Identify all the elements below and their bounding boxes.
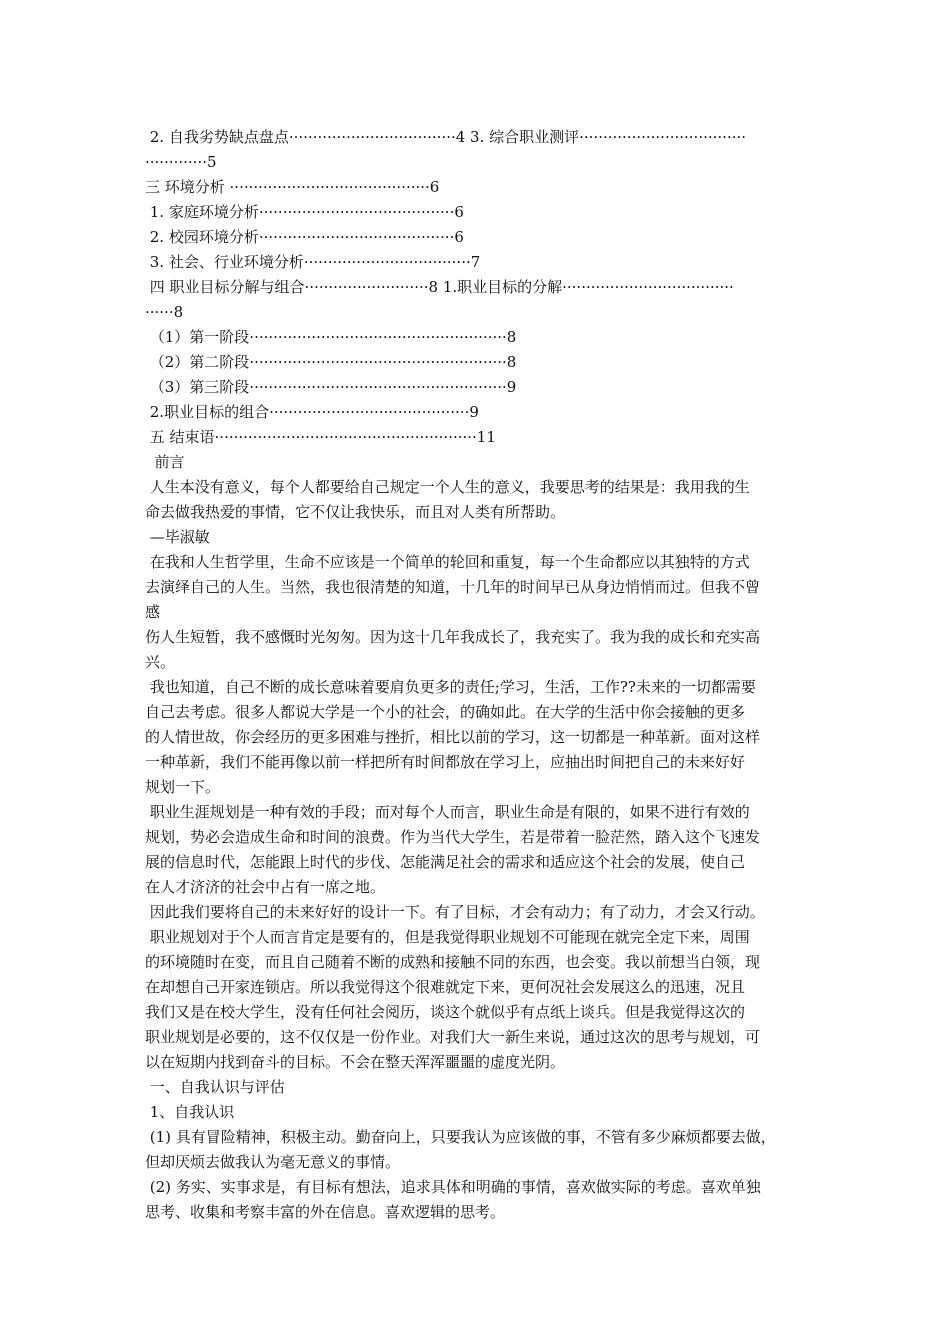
toc-line: （2）第二阶段······················································8 bbox=[145, 353, 517, 371]
table-of-contents bbox=[145, 125, 813, 450]
toc-line: 三 环境分析 ··········································6 bbox=[145, 178, 440, 196]
heading-preface: 前言 bbox=[145, 453, 185, 471]
text-line: 职业规划是必要的，这不仅仅是一份作业。对我们大一新生来说，通过这次的思考与规划，可 bbox=[145, 1028, 761, 1046]
text-line: 的人情世故，你会经历的更多困难与挫折，相比以前的学习，这一切都是一种革新。面对这样 bbox=[145, 728, 761, 746]
quote-attribution: —毕淑敏 bbox=[145, 528, 210, 546]
document-body bbox=[145, 125, 813, 1225]
text-line: 在人才济济的社会中占有一席之地。 bbox=[145, 878, 386, 896]
text-line: 规划，势必会造成生命和时间的浪费。作为当代大学生，若是带着一脸茫然，踏入这个飞速发 bbox=[145, 828, 761, 846]
text-line: 规划一下。 bbox=[145, 778, 221, 796]
text-line: 去演绎自己的人生。当然，我也很清楚的知道，十几年的时间早已从身边悄悄而过。但我不曾 bbox=[145, 578, 761, 596]
text-line: 展的信息时代，怎能跟上时代的步伐、怎能满足社会的需求和适应这个社会的发展，使自己 bbox=[145, 853, 746, 871]
toc-line: ·············5 bbox=[145, 153, 217, 171]
text-line: 伤人生短暂，我不感慨时光匆匆。因为这十几年我成长了，我充实了。我为我的成长和充实高 bbox=[145, 628, 761, 646]
text-line: 我们又是在校大学生，没有任何社会阅历，谈这个就似乎有点纸上谈兵。但是我觉得这次的 bbox=[145, 1003, 746, 1021]
toc-line: 2. 校园环境分析·········································6 bbox=[145, 228, 464, 246]
toc-line: 1. 家庭环境分析·········································6 bbox=[145, 203, 464, 221]
text-line: 命去做我热爱的事情，它不仅让我快乐，而且对人类有所帮助。 bbox=[145, 503, 566, 521]
text-line: 因此我们要将自己的未来好好的设计一下。有了目标，才会有动力；有了动力，才会又行动。 bbox=[145, 903, 765, 921]
text-line: 感 bbox=[145, 603, 161, 621]
text-line: 一种革新，我们不能再像以前一样把所有时间都放在学习上，应抽出时间把自己的未来好好 bbox=[145, 753, 746, 771]
toc-line: 2.职业目标的组合··········································9 bbox=[145, 403, 479, 421]
toc-line: 3. 社会、行业环境分析···································7 bbox=[145, 253, 481, 271]
text-line: 自己去考虑。很多人都说大学是一个小的社会，的确如此。在大学的生活中你会接触的更多 bbox=[145, 703, 746, 721]
text-line: 人生本没有意义，每个人都要给自己规定一个人生的意义，我要思考的结果是：我用我的生 bbox=[145, 478, 750, 496]
text-line: 我也知道，自己不断的成长意味着要肩负更多的责任;学习，生活，工作??未来的一切都需要 bbox=[145, 678, 756, 696]
text-line: 的环境随时在变，而且自己随着不断的成熟和接触不同的东西，也会变。我以前想当白领，现 bbox=[145, 953, 761, 971]
toc-line: ······8 bbox=[145, 303, 184, 321]
body-text bbox=[145, 450, 813, 1225]
text-line: 兴。 bbox=[145, 653, 176, 671]
text-line: 以在短期内找到奋斗的目标。不会在整天浑浑噩噩的虚度光阴。 bbox=[145, 1053, 566, 1071]
text-line: 职业生涯规划是一种有效的手段；而对每个人而言，职业生命是有限的，如果不进行有效的 bbox=[145, 803, 750, 821]
section-heading: 一、自我认识与评估 bbox=[145, 1078, 285, 1096]
text-line: (2) 务实、实事求是，有目标有想法，追求具体和明确的事情，喜欢做实际的考虑。喜欢单独 bbox=[145, 1178, 761, 1196]
toc-line: （1）第一阶段······················································8 bbox=[145, 328, 517, 346]
toc-line: 2. 自我劣势缺点盘点···································4 3. 综合职业测评··································· bbox=[145, 128, 747, 146]
text-line: 在我和人生哲学里，生命不应该是一个简单的轮回和重复，每一个生命都应以其独特的方式 bbox=[145, 553, 750, 571]
toc-line: 四 职业目标分解与组合··························8 1.职业目标的分解···································· bbox=[145, 278, 734, 296]
text-line: 但却厌烦去做我认为毫无意义的事情。 bbox=[145, 1153, 401, 1171]
text-line: 思考、收集和考察丰富的外在信息。喜欢逻辑的思考。 bbox=[145, 1203, 506, 1221]
toc-line: 五 结束语·······················································11 bbox=[145, 428, 496, 446]
toc-line: （3）第三阶段······················································9 bbox=[145, 378, 517, 396]
text-line: 在却想自己开家连锁店。所以我觉得这个很难就定下来，更何况社会发展这么的迅速，况且 bbox=[145, 978, 746, 996]
text-line: 职业规划对于个人而言肯定是要有的，但是我觉得职业规划不可能现在就完全定下来，周围 bbox=[145, 928, 750, 946]
subsection-heading: 1、自我认识 bbox=[145, 1103, 235, 1121]
text-line: (1) 具有冒险精神，积极主动。勤奋向上，只要我认为应该做的事，不管有多少麻烦都要去做， bbox=[145, 1128, 776, 1146]
